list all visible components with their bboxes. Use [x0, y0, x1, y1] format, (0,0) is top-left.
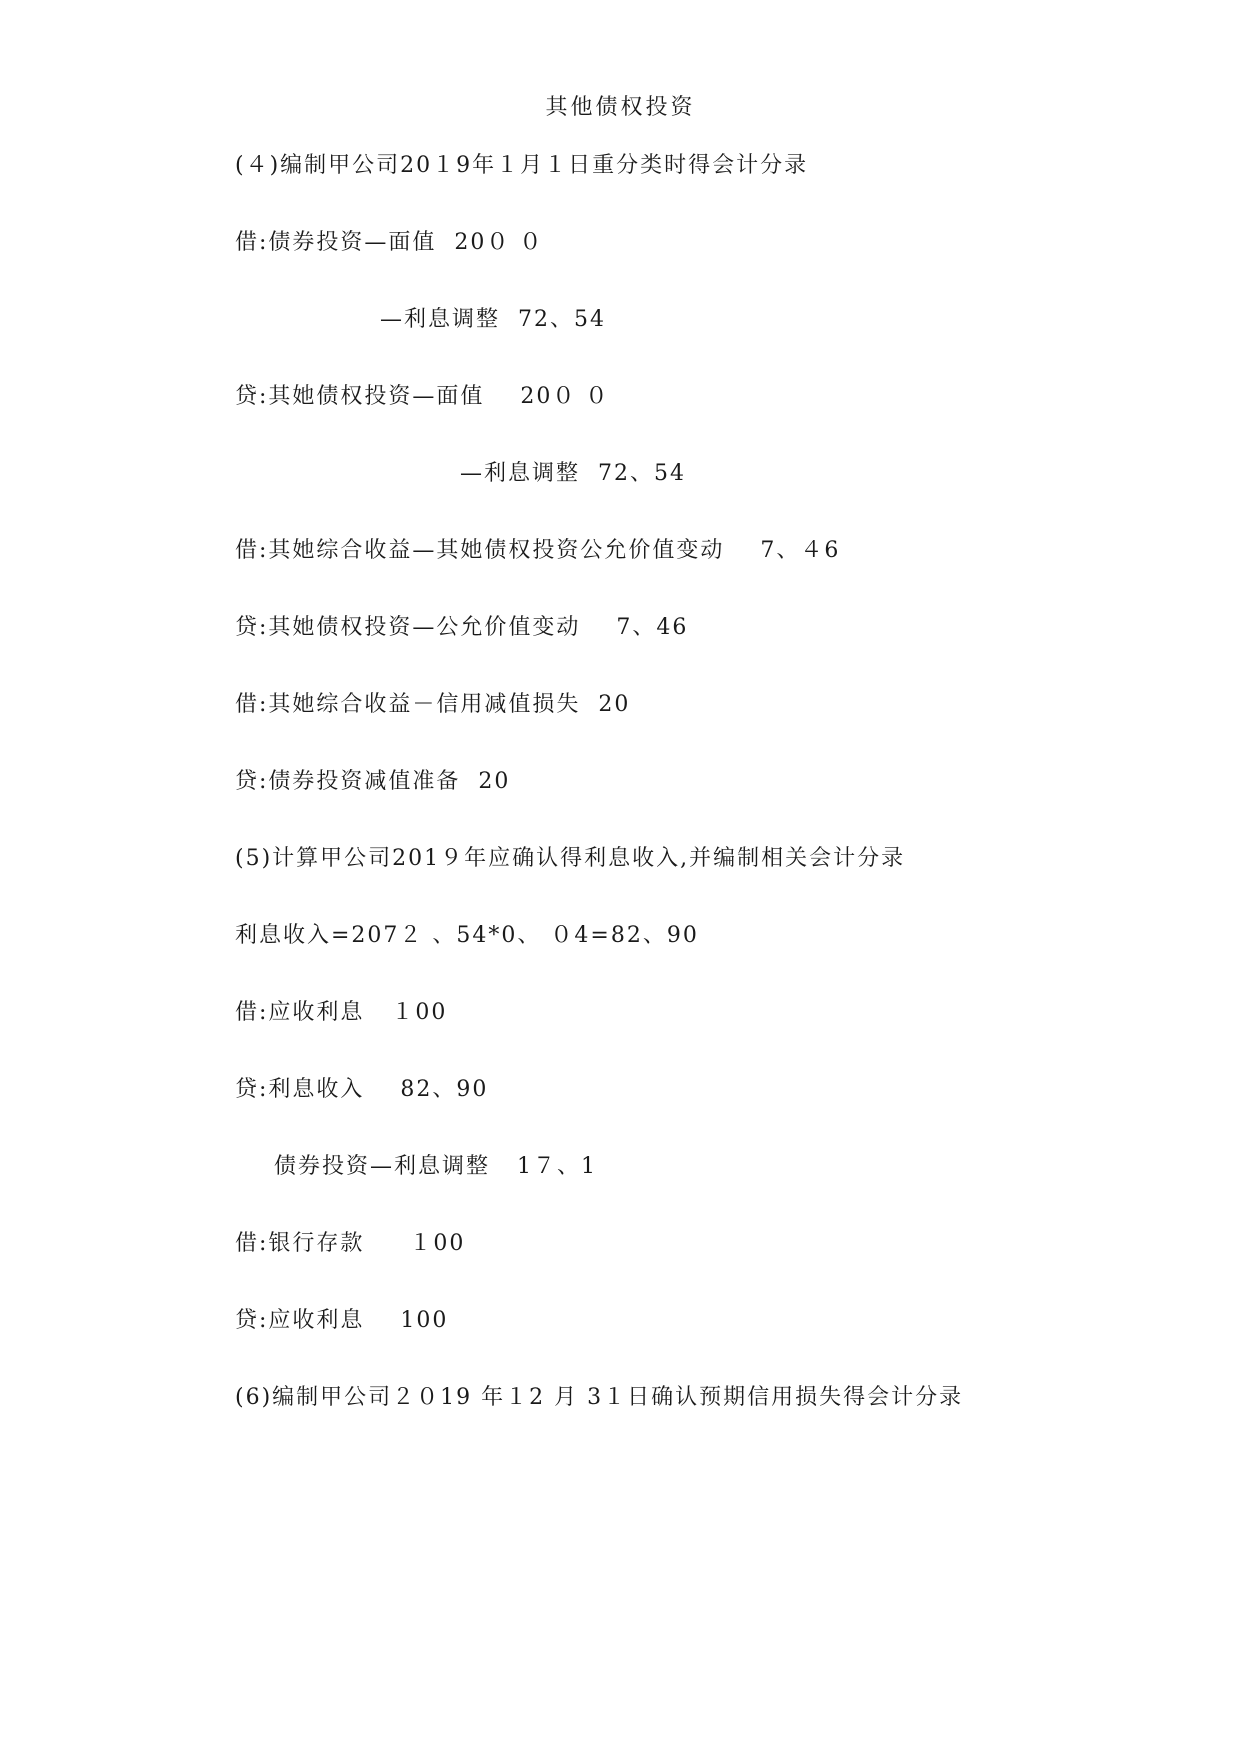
entry-line: 贷:利息收入 82、90 — [235, 1077, 489, 1102]
entry-line: 贷:其她债权投资—公允价值变动 7、46 — [235, 615, 689, 640]
entry-line: 债券投资—利息调整 1７、1 — [274, 1154, 597, 1179]
page-title: 其他债权投资 — [545, 95, 696, 120]
entry-line: 贷:应收利息 100 — [235, 1308, 449, 1333]
entry-line: 借:其她综合收益—其她债权投资公允价值变动 7、４6 — [235, 538, 841, 563]
entry-line: 贷:其她债权投资—面值 20０ ０ — [235, 384, 610, 409]
section-heading-4: (４)编制甲公司20１9年１月１日重分类时得会计分录 — [235, 153, 809, 178]
entry-line: 借:银行存款 １00 — [235, 1231, 466, 1256]
entry-line: 借:应收利息 １00 — [235, 1000, 448, 1025]
section-heading-5: (5)计算甲公司201９年应确认得利息收入,并编制相关会计分录 — [235, 846, 906, 871]
calculation-line: 利息收入=207２ 、54*0、 ０4=82、90 — [235, 923, 699, 948]
entry-line: 贷:债券投资减值准备 20 — [235, 769, 511, 794]
section-heading-6: (6)编制甲公司２０19 年１2 月 3１日确认预期信用损失得会计分录 — [235, 1385, 964, 1410]
entry-line: 借:债券投资—面值 20０ ０ — [235, 230, 544, 255]
entry-line: 借:其她综合收益－信用减值损失 20 — [235, 692, 631, 717]
entry-line: —利息调整 72、54 — [460, 461, 686, 486]
entry-line: —利息调整 72、54 — [380, 307, 606, 332]
